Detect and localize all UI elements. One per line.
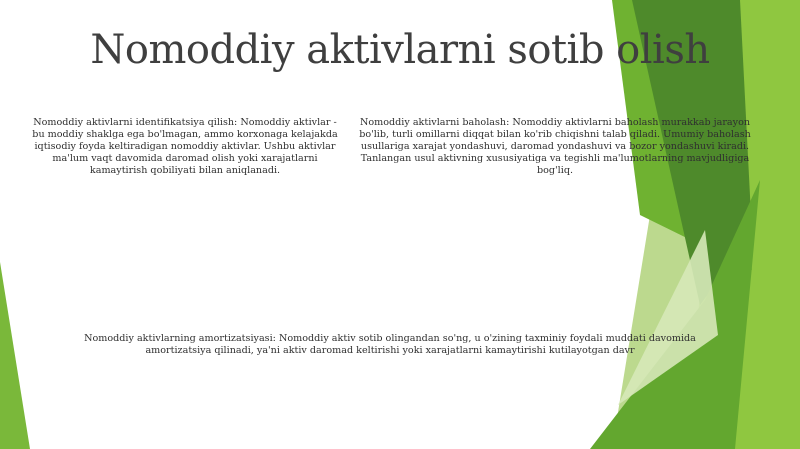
paragraph-valuation: Nomoddiy aktivlarni baholash: Nomoddiy aktivlarni baholash murakkab jarayon bo'lib, turli omillarni diqqat bilan ko'rib chiqishni talab qiladi. Umumiy baholash usullariga xarajat yondashuvi, daromad yondashuvi va bozor yondashuvi kiradi. Tanlangan usul aktivning xususiyatiga va tegishli ma'lumotlarning mavjudligiga bog'liq. [359, 117, 751, 176]
left-green-sliver [0, 262, 30, 449]
paragraph-amortization: Nomoddiy aktivlarning amortizatsiyasi: Nomoddiy aktiv sotib olingandan so'ng, u o'zining taxminiy foydali muddati davomida amortizatsiya qilinadi, ya'ni aktiv daromad keltirishi yoki xarajatlarni kamaytirishi kutilayotgan davr [84, 333, 696, 356]
paragraph-identification: Nomoddiy aktivlarni identifikatsiya qilish: Nomoddiy aktivlar - bu moddiy shaklga ega bo'lmagan, ammo korxonaga kelajakda iqtisodiy foyda keltiradigan nomoddiy aktivlar. Ushbu aktivlar ma'lum vaqt davomida daromad olish yoki xarajatlarni kamaytirish qobiliyati bilan aniqlanadi. [32, 117, 338, 176]
slide-title: Nomoddiy aktivlarni sotib olish [90, 27, 710, 73]
